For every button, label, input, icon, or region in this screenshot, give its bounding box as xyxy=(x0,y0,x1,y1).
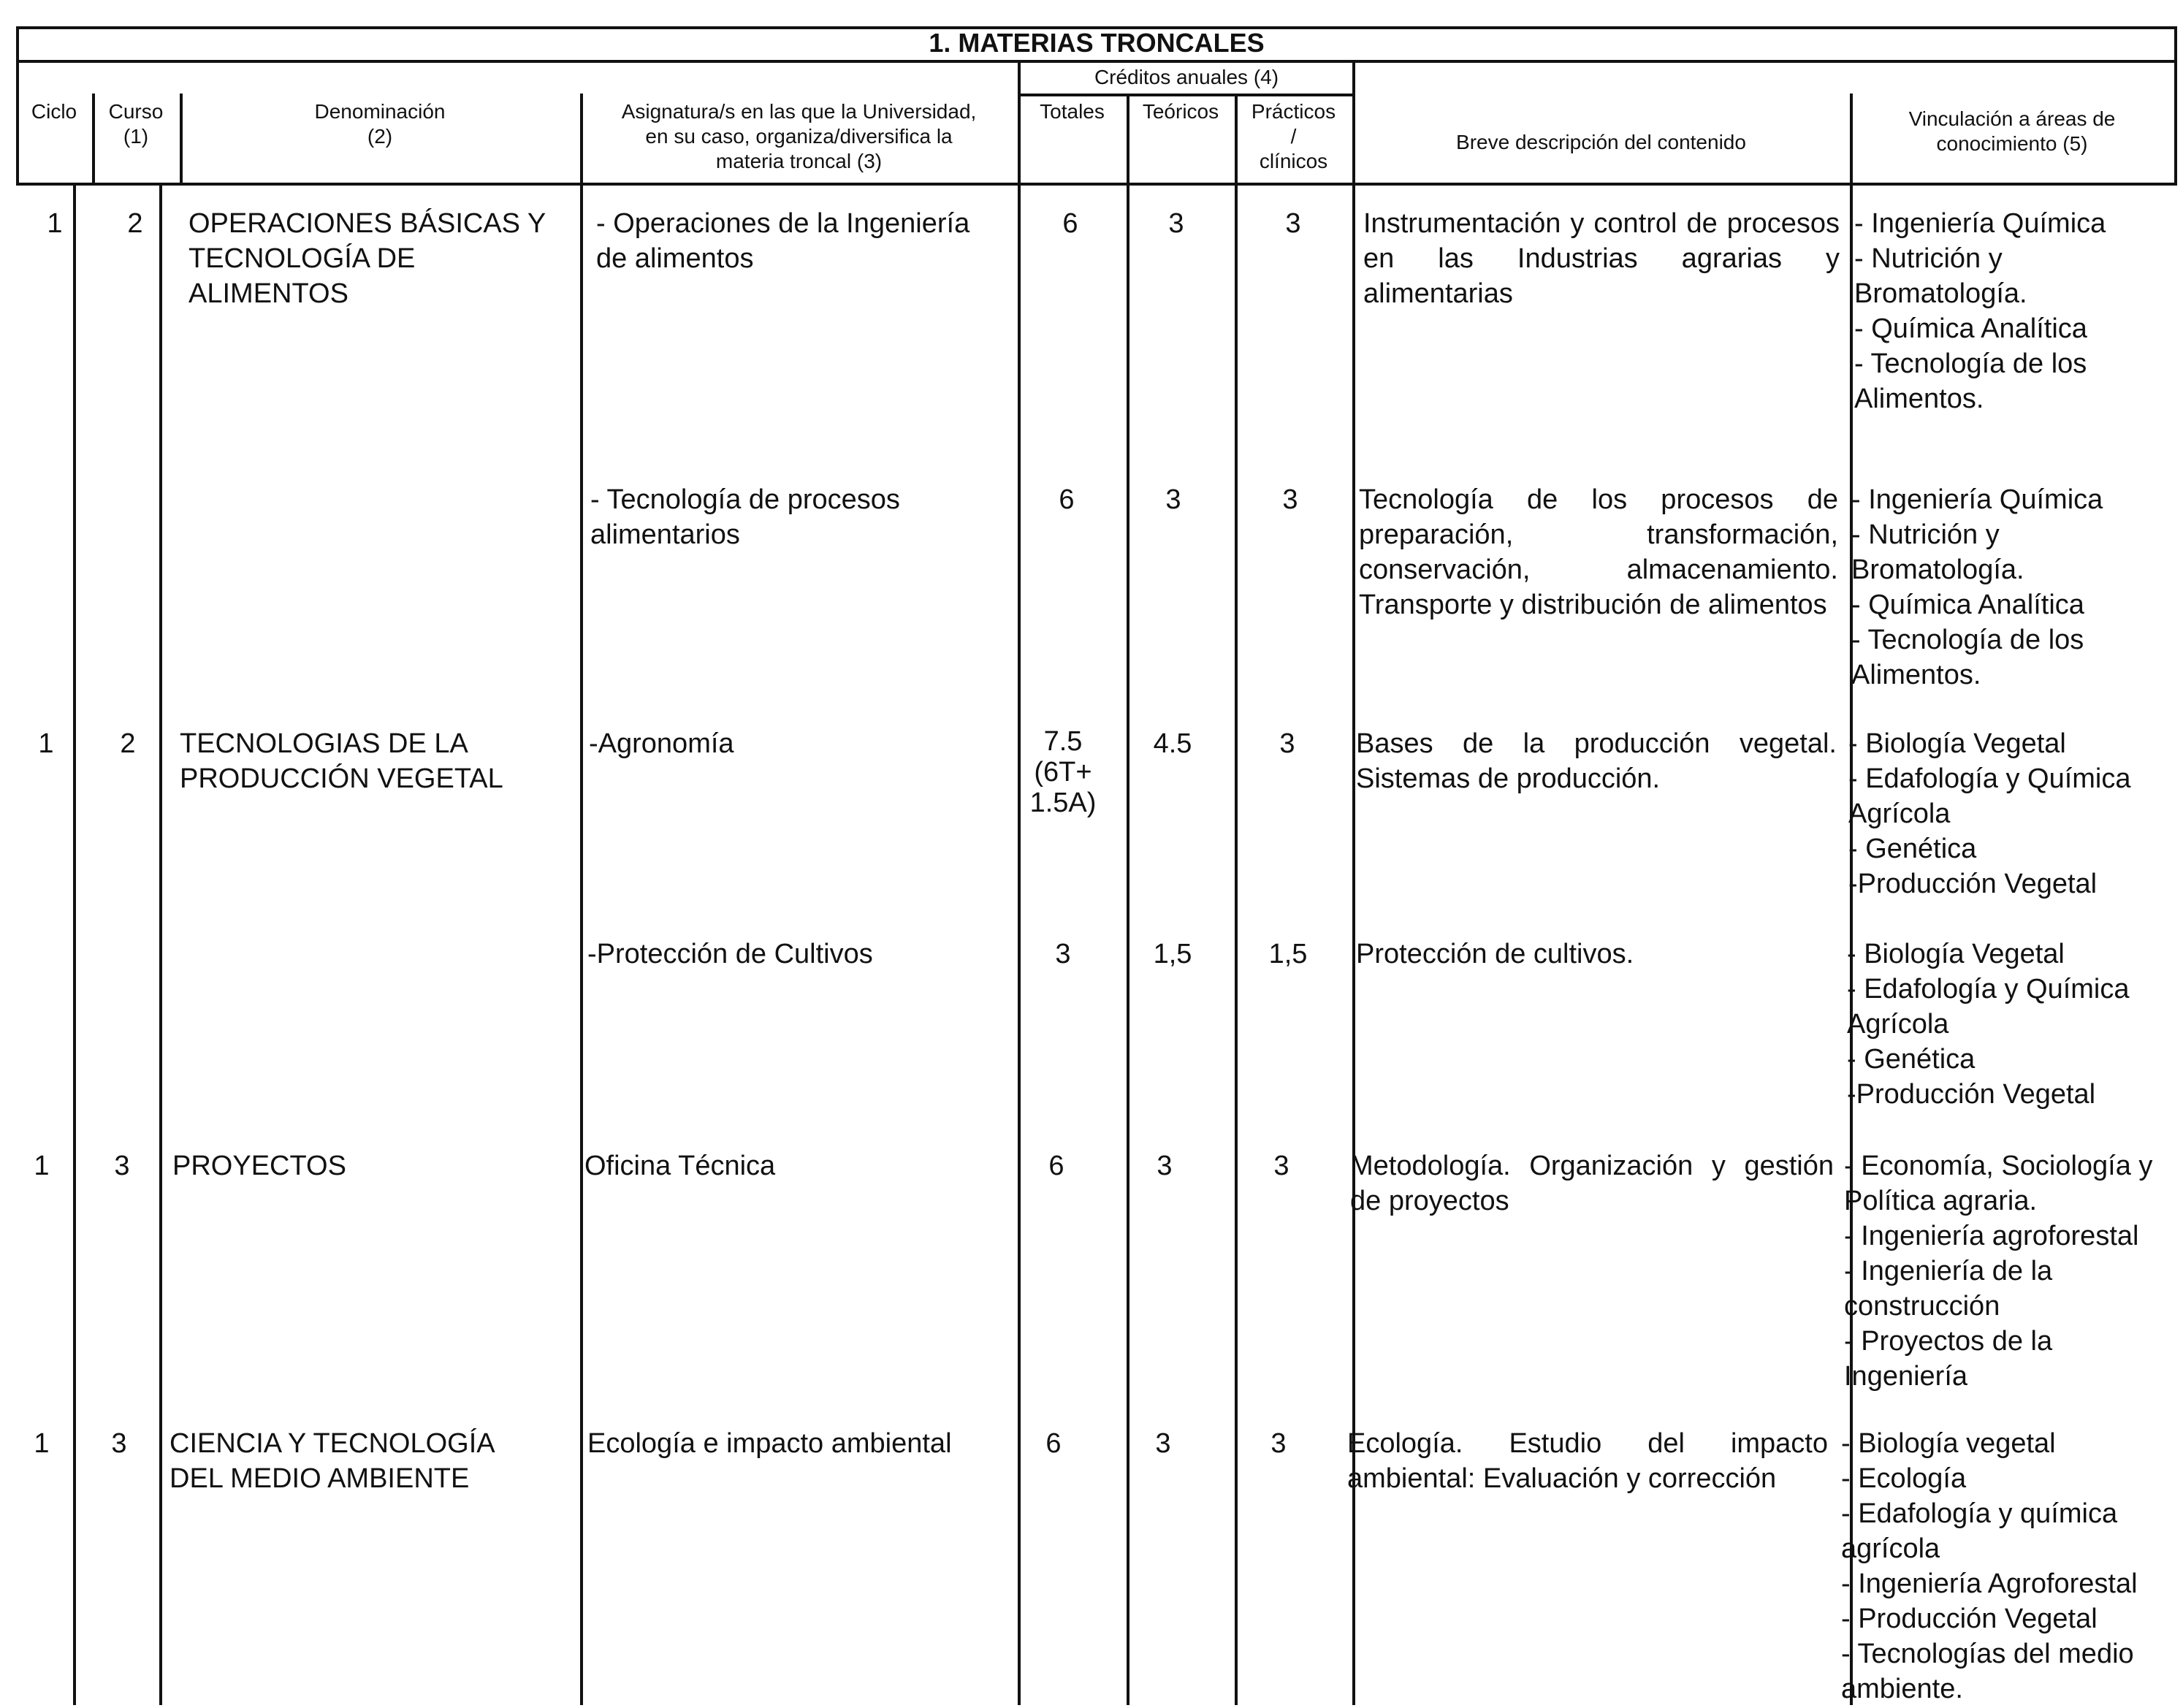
row-6-vinculacion: - Biología vegetal - Ecología - Edafología y química agrícola - Ingeniería Agroforestal - Producción Vegetal - Tecnologías del medio ambiente. xyxy=(1841,1428,2138,1704)
row-5-ciclo: 1 xyxy=(34,1151,50,1181)
row-2-descripcion: Tecnología de los procesos de preparación, transformación, conservación, almacenamiento. Transporte y distribución de alimentos xyxy=(1359,484,1838,620)
creditos-bottom-border xyxy=(1018,94,1352,96)
row-6-denominacion: CIENCIA Y TECNOLOGÍA DEL MEDIO AMBIENTE xyxy=(169,1428,495,1494)
row-1-vinculacion: - Ingeniería Química - Nutrición y Bromatología. - Química Analítica - Tecnología de los Alimentos. xyxy=(1854,208,2106,414)
row-3-denominacion: TECNOLOGIAS DE LA PRODUCCIÓN VEGETAL xyxy=(180,728,503,794)
row-1-asignatura: - Operaciones de la Ingeniería de alimentos xyxy=(596,208,970,274)
header-denominacion: Denominación (2) xyxy=(314,100,446,148)
row-5-vinculacion: - Economía, Sociología y Política agraria. - Ingeniería agroforestal - Ingeniería de la construcción - Proyectos de la Ingeniería xyxy=(1844,1151,2153,1392)
row-4-totales: 3 xyxy=(1055,939,1071,969)
header-vinculacion: Vinculación a áreas de conocimiento (5) xyxy=(1908,107,2116,155)
row-6-teoricos: 3 xyxy=(1155,1428,1171,1459)
row-5-practicos: 3 xyxy=(1273,1151,1289,1181)
row-3-teoricos: 4.5 xyxy=(1153,728,1192,759)
creditos-group-header: Créditos anuales (4) xyxy=(1094,66,1279,88)
column-divider-totales xyxy=(1127,94,1129,1705)
row-4-asignatura: -Protección de Cultivos xyxy=(587,939,873,969)
row-1-denominacion: OPERACIONES BÁSICAS Y TECNOLOGÍA DE ALIMENTOS xyxy=(188,208,546,309)
row-1-totales: 6 xyxy=(1062,208,1078,239)
title-bottom-border xyxy=(16,60,2177,63)
header-ciclo: Ciclo xyxy=(31,100,77,123)
row-6-ciclo: 1 xyxy=(34,1428,50,1459)
header-practicos: Prácticos / clínicos xyxy=(1251,100,1336,172)
row-4-descripcion: Protección de cultivos. xyxy=(1356,939,1634,969)
table-title: 1. MATERIAS TRONCALES xyxy=(929,28,1265,58)
row-1-practicos: 3 xyxy=(1285,208,1301,239)
row-6-practicos: 3 xyxy=(1270,1428,1287,1459)
row-5-asignatura: Oficina Técnica xyxy=(584,1151,776,1181)
row-5-teoricos: 3 xyxy=(1157,1151,1173,1181)
row-4-teoricos: 1,5 xyxy=(1153,939,1192,969)
row-6-asignatura: Ecología e impacto ambiental xyxy=(587,1428,952,1459)
row-3-curso: 2 xyxy=(120,728,136,759)
header-curso: Curso (1) xyxy=(108,100,164,148)
row-2-practicos: 3 xyxy=(1282,484,1298,515)
row-2-asignatura: - Tecnología de procesos alimentarios xyxy=(590,484,900,550)
header-teoricos: Teóricos xyxy=(1142,100,1219,123)
row-1-ciclo: 1 xyxy=(47,208,63,239)
column-divider-denominacion xyxy=(580,94,583,1705)
row-1-teoricos: 3 xyxy=(1168,208,1184,239)
row-1-descripcion: Instrumentación y control de procesos en las Industrias agrarias y alimentarias xyxy=(1363,208,1840,309)
row-1-curso: 2 xyxy=(127,208,143,239)
header-bottom-border xyxy=(16,183,2177,186)
row-3-descripcion: Bases de la producción vegetal. Sistemas de producción. xyxy=(1356,728,1837,794)
row-2-vinculacion: - Ingeniería Química - Nutrición y Bromatología. - Química Analítica - Tecnología de los Alimentos. xyxy=(1851,484,2103,690)
row-2-totales: 6 xyxy=(1059,484,1075,515)
row-3-asignatura: -Agronomía xyxy=(589,728,734,759)
column-divider-curso-body xyxy=(159,184,162,1705)
row-3-practicos: 3 xyxy=(1279,728,1295,759)
row-3-totales: 7.5 (6T+ 1.5A) xyxy=(1029,726,1097,818)
header-descripcion: Breve descripción del contenido xyxy=(1456,131,1746,153)
row-5-descripcion: Metodología. Organización y gestión de proyectos xyxy=(1350,1151,1834,1216)
column-divider-teoricos xyxy=(1235,94,1238,1705)
header-asignaturas: Asignatura/s en las que la Universidad, en su caso, organiza/diversifica la materia troncal (3) xyxy=(621,100,977,172)
row-3-ciclo: 1 xyxy=(38,728,54,759)
column-divider-ciclo-body xyxy=(73,184,76,1705)
row-5-denominacion: PROYECTOS xyxy=(172,1151,346,1181)
row-3-vinculacion: - Biología Vegetal - Edafología y Química Agrícola - Genética -Producción Vegetal xyxy=(1848,728,2131,899)
row-6-descripcion: Ecología. Estudio del impacto ambiental: Evaluación y corrección xyxy=(1347,1428,1828,1494)
row-6-totales: 6 xyxy=(1045,1428,1062,1459)
row-4-vinculacion: - Biología Vegetal - Edafología y Química Agrícola - Genética -Producción Vegetal xyxy=(1847,939,2130,1110)
row-5-curso: 3 xyxy=(114,1151,130,1181)
row-6-curso: 3 xyxy=(111,1428,127,1459)
row-4-practicos: 1,5 xyxy=(1268,939,1308,969)
row-2-teoricos: 3 xyxy=(1165,484,1181,515)
row-5-totales: 6 xyxy=(1048,1151,1064,1181)
header-totales: Totales xyxy=(1040,100,1105,123)
